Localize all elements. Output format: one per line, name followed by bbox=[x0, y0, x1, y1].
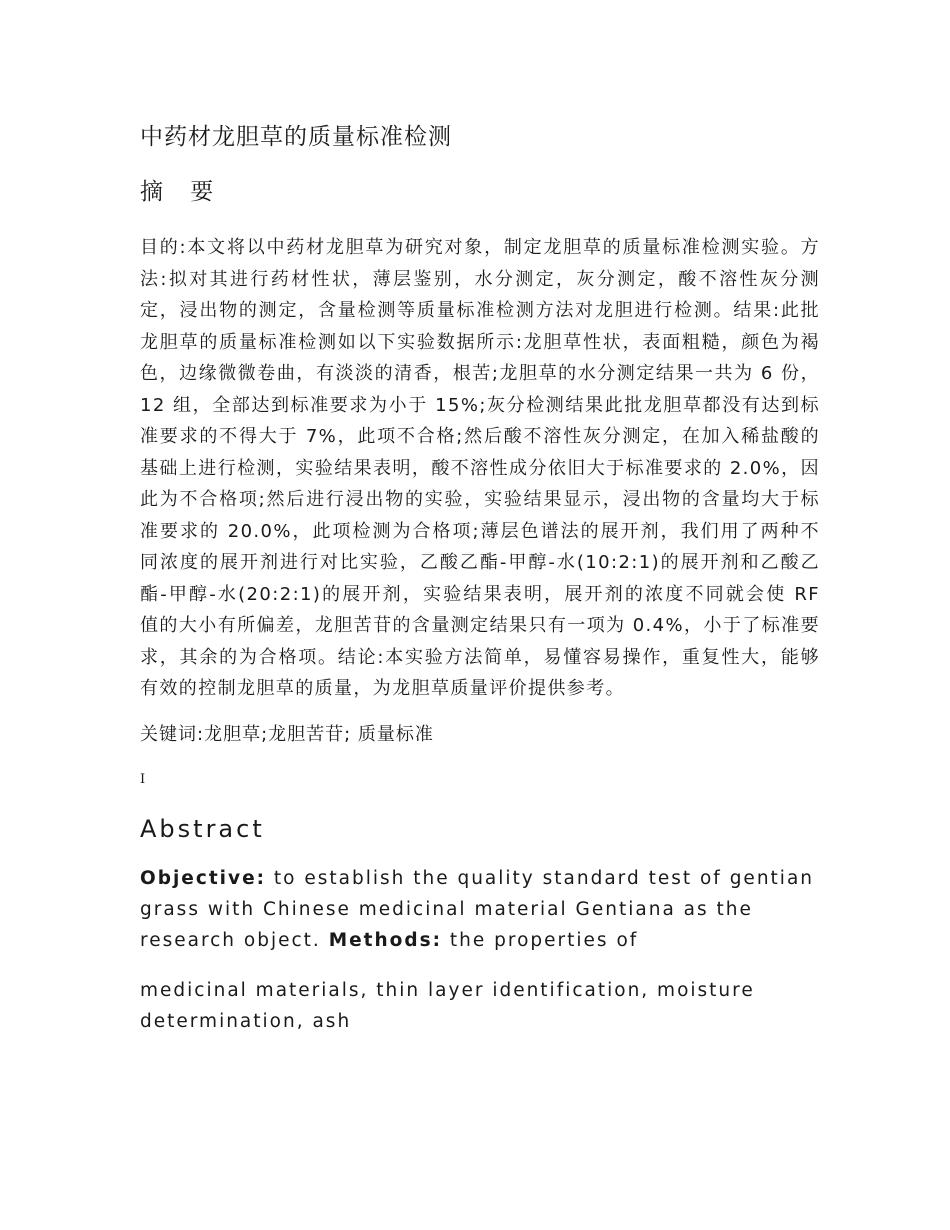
english-abstract-paragraph bbox=[140, 863, 820, 956]
objective-text: to establish the quality standard test of gentian grass with Chinese medicinal material Gentiana as the research object. bbox=[140, 867, 814, 951]
document-page bbox=[140, 118, 820, 1037]
english-abstract-heading: Abstract bbox=[140, 814, 265, 843]
english-abstract-continuation: medicinal materials, thin layer identification, moisture determination, ash bbox=[140, 979, 755, 1032]
keywords-line: 关键词:龙胆草;龙胆苦苷; 质量标准 bbox=[140, 723, 434, 745]
document-title: 中药材龙胆草的质量标准检测 bbox=[140, 124, 452, 150]
methods-text: the properties of bbox=[442, 929, 639, 951]
page-number-marker: I bbox=[140, 771, 146, 787]
chinese-abstract-heading: 摘 要 bbox=[140, 179, 224, 205]
chinese-abstract-body: 目的:本文将以中药材龙胆草为研究对象，制定龙胆草的质量标准检测实验。方法:拟对其进行药材性状，薄层鉴别，水分测定，灰分测定，酸不溶性灰分测定，浸出物的测定，含量检测等质量标准检测方法对龙胆进行检测。结果:此批龙胆草的质量标准检测如以下实验数据所示:龙胆草性状，表面粗糙，颜色为褐色，边缘微微卷曲，有淡淡的清香，根苦;龙胆草的水分测定结果一共为 6 份，12 组，全部达到标准要求为小于 15%;灰分检测结果此批龙胆草都没有达到标准要求的不得大于 7%，此项不合格;然后酸不溶性灰分测定，在加入稀盐酸的基础上进行检测，实验结果表明，酸不溶性成分依旧大于标准要求的 2.0%，因此为不合格项;然后进行浸出物的实验，实验结果显示，浸出物的含量均大于标准要求的 20.0%，此项检测为合格项;薄层色谱法的展开剂，我们用了两种不同浓度的展开剂进行对比实验，乙酸乙酯-甲醇-水(10:2:1)的展开剂和乙酸乙酯-甲醇-水(20:2:1)的展开剂，实验结果表明，展开剂的浓度不同就会使 RF 值的大小有所偏差，龙胆苦苷的含量测定结果只有一项为 0.4%，小于了标准要求，其余的为合格项。结论:本实验方法简单，易懂容易操作，重复性大，能够有效的控制龙胆草的质量，为龙胆草质量评价提供参考。 bbox=[140, 237, 820, 699]
objective-label: Objective: bbox=[140, 867, 267, 889]
methods-label: Methods: bbox=[328, 929, 443, 951]
